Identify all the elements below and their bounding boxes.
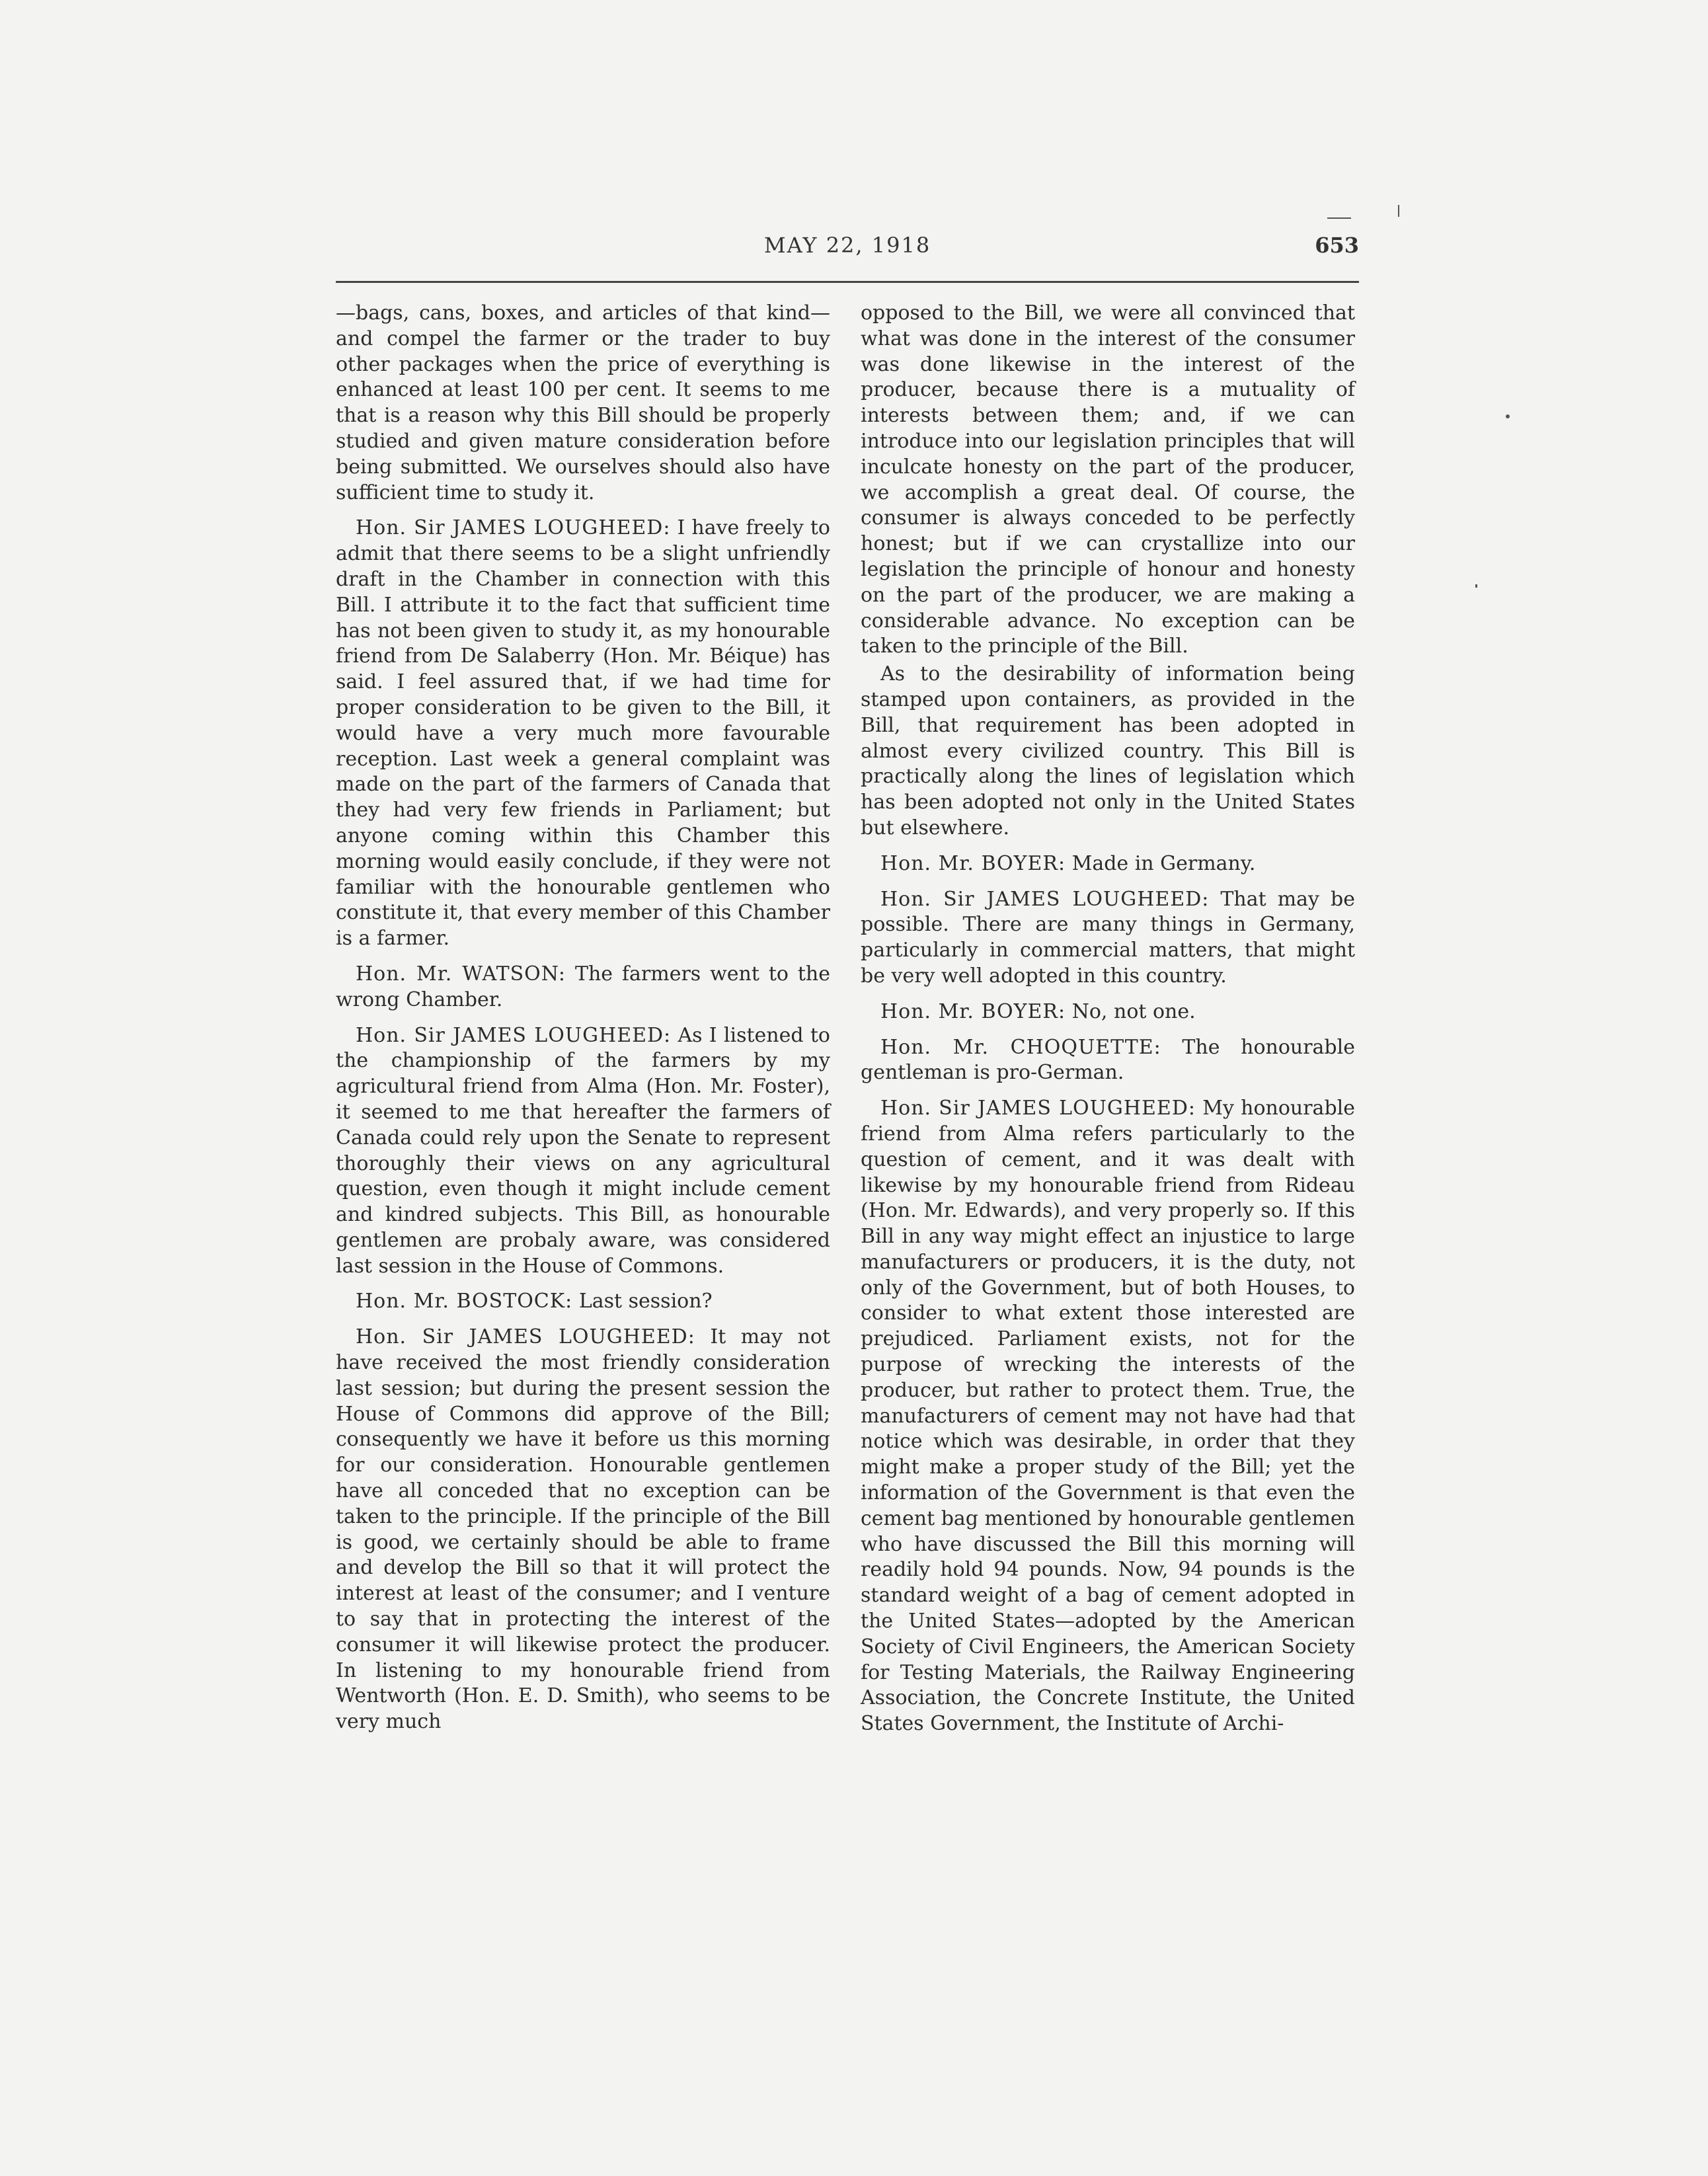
header-date: MAY 22, 1918: [763, 233, 931, 258]
paragraph: [336, 516, 830, 952]
paragraph: [336, 962, 830, 1013]
speaker-name: Hon. Sir JAMES LOUGHEED:: [880, 1097, 1196, 1120]
paragraph-text: No, not one.: [1071, 999, 1196, 1023]
paragraph-text: —bags, cans, boxes, and articles of that kind—and compel the farmer or the trader to buy other packages when the price of everything is enhanced at least 100 per cent. It seems to me that is a reason why this Bill should be properly studied and given mature consideration before being submitted. We ourselves should also have sufficient time to study it.: [336, 301, 830, 504]
paragraph: [336, 1289, 830, 1315]
paragraph: [336, 1023, 830, 1280]
paragraph-text: My honourable friend from Alma refers particularly to the question of cement, and it was dealt with likewise by my honourable friend from Rideau (Hon. Mr. Edwards), and very properly so. If this Bill in any way might effect an injustice to large manufacturers or producers, it is the duty, not only of the Government, but of both Houses, to consider to what extent those interested are prejudiced. Parliament exists, not for the purpose of wrecking the interests of the producer, but rather to protect them. True, the manufacturers of cement may not have had that notice which was desirable, in order that they might make a proper study of the Bill; yet the information of the Government is that even the cement bag mentioned by honourable gentlemen who have discussed the Bill this morning will readily hold 94 pounds. Now, 94 pounds is the standard weight of a bag of cement adopted in the United States—adopted by the American Society of Civil Engineers, the American Society for Testing Materials, the Railway Engineering Association, the Concrete Institute, the United States Government, the Institute of Archi-: [861, 1097, 1355, 1736]
speaker-name: Hon. Mr. BOYER:: [880, 999, 1066, 1023]
paragraph: [861, 301, 1355, 660]
paragraph: [861, 999, 1355, 1025]
paragraph-text: That may be possible. There are many things in Germany, particularly in commercial matters, that might be very well adopted in this country.: [861, 887, 1355, 988]
right-column: [861, 301, 1355, 1747]
speaker-name: Hon. Sir JAMES LOUGHEED:: [356, 516, 671, 540]
speaker-name: Hon. Sir JAMES LOUGHEED:: [880, 887, 1210, 911]
paragraph: [861, 851, 1355, 877]
paragraph-text: I have freely to admit that there seems to be a slight unfriendly draft in the Chamber in connection with this Bill. I attribute it to the fact that sufficient time has not been given to study it, as my honourable friend from De Salaberry (Hon. Mr. Béique) has said. I feel assured that, if we had time for proper consideration to be given to the Bill, it would have a very much more favourable reception. Last week a general complaint was made on the part of the farmers of Canada that they had very few friends in Parliament; but anyone coming within this Chamber this morning would easily conclude, if they were not familiar with the honourable gentlemen who constitute it, that every member of this Chamber is a farmer.: [336, 516, 830, 951]
paragraph: [336, 301, 830, 506]
speaker-name: Hon. Mr. CHOQUETTE:: [880, 1035, 1161, 1059]
speaker-name: Hon. Mr. BOYER:: [880, 851, 1066, 875]
scan-mark: [1506, 414, 1510, 418]
speaker-name: Hon. Mr. WATSON:: [356, 962, 566, 986]
paragraph: [861, 662, 1355, 841]
paragraph-text: It may not have received the most friendly consideration last session; but during the present session the House of Commons did approve of the Bill; consequently we have it before us this morning for our consideration. Honourable gentlemen have all conceded that no exception can be taken to the principle. If the principle of the Bill is good, we certainly should be able to frame and develop the Bill so that it will protect the interest at least of the consumer; and I venture to say that in protecting the interest of the consumer it will likewise protect the producer. In listening to my honourable friend from Wentworth (Hon. E. D. Smith), who seems to be very much: [336, 1325, 830, 1734]
page-header: [336, 233, 1359, 264]
scan-mark: [1327, 217, 1351, 219]
paragraph: [336, 1325, 830, 1735]
paragraph: [861, 1096, 1355, 1737]
paragraph-text: As to the desirability of information being stamped upon containers, as provided in the Bill, that requirement has been adopted in almost every civilized country. This Bill is practically along the lines of legislation which has been adopted not only in the United States but elsewhere.: [861, 662, 1355, 839]
paragraph-text: As I listened to the championship of the farmers by my agricultural friend from Alma (Hon. Mr. Foster), it seemed to me that hereafter the farmers of Canada could rely upon the Senate to represent thoroughly their views on any agricultural question, even though it might include cement and kindred subjects. This Bill, as honourable gentlemen are probaly aware, was considered last session in the House of Commons.: [336, 1023, 830, 1278]
speaker-name: Hon. Sir JAMES LOUGHEED:: [356, 1023, 672, 1047]
page-number: 653: [1315, 233, 1359, 258]
paragraph: [861, 887, 1355, 990]
paragraph: [861, 1035, 1355, 1087]
paragraph-text: Last session?: [578, 1290, 713, 1313]
paragraph-text: The honourable gentleman is pro-German.: [861, 1035, 1355, 1085]
paragraph-text: opposed to the Bill, we were all convinced that what was done in the interest of the consumer was done likewise in the interest of the producer, because there is a mutuality of interests between them; and, if we can introduce into our legislation principles that will inculcate honesty on the part of the producer, we accomplish a great deal. Of course, the consumer is always conceded to be perfectly honest; but if we can crystallize into our legislation the principle of honour and honesty on the part of the producer, we are making a considerable advance. No exception can be taken to the principle of the Bill.: [861, 301, 1355, 658]
paragraph-text: The farmers went to the wrong Chamber.: [336, 962, 830, 1011]
header-rule: [336, 281, 1359, 283]
scan-mark: [1475, 584, 1477, 588]
left-column: [336, 301, 830, 1745]
paragraph-text: Made in Germany.: [1071, 851, 1256, 875]
speaker-name: Hon. Sir JAMES LOUGHEED:: [356, 1325, 695, 1349]
speaker-name: Hon. Mr. BOSTOCK:: [356, 1290, 573, 1313]
scan-mark: [1398, 205, 1399, 217]
